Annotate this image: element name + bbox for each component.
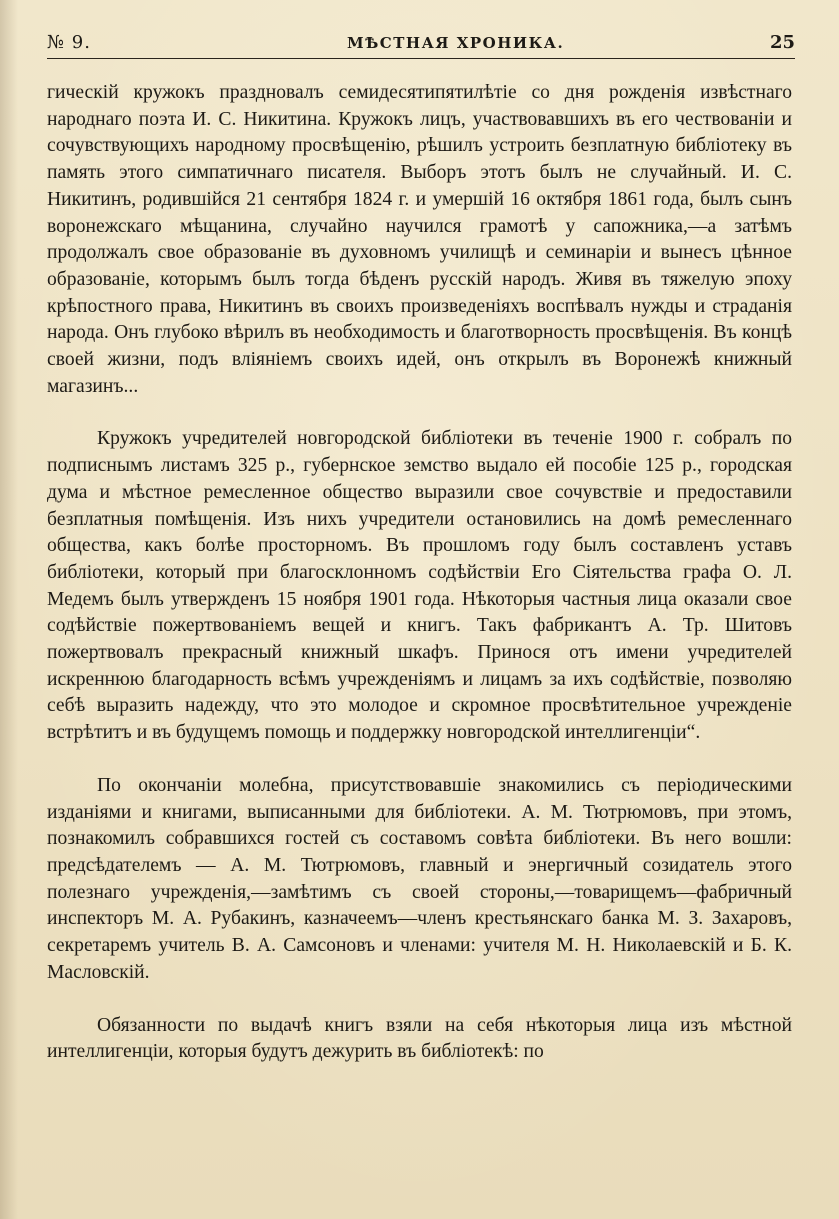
paragraph-nikitin: гическій кружокъ праздновалъ семидесятипятилѣтіе со дня рожденія извѣстнаго народнаго поэта И. С. Никитина. Кружокъ лицъ, участвовавшихъ въ его чествованіи и сочувствующихъ народному просвѣщенію, рѣшилъ устроить безплатную библіотеку въ память этого симпатичнаго писателя. Выборъ этотъ былъ не случайный. И. С. Никитинъ, родившійся 21 сентября 1824 г. и умершій 16 октября 1861 года, былъ сынъ воронежскаго мѣщанина, случайно научился грамотѣ у сапожника,—а затѣмъ продолжалъ свое образованіе въ духовномъ училищѣ и семинаріи и вынесъ цѣнное образованіе, которымъ былъ тогда бѣденъ русскій народъ. Живя въ тяжелую эпоху крѣпостного права, Никитинъ въ своихъ произведеніяхъ воспѣвалъ нужды и страданія народа. Онъ глубоко вѣрилъ въ необходимость и благотворность просвѣщенія. Въ концѣ своей жизни, подъ вліяніемъ своихъ идей, онъ открылъ въ Воронежѣ книжный магазинъ... [47,82,792,397]
paragraph-duties: Обязанности по выдачѣ книгъ взяли на себя нѣкоторыя лица изъ мѣстной интеллигенціи, которыя будутъ дежурить въ библіотекѣ: по [47,1014,792,1063]
paragraph-founders: Кружокъ учредителей новгородской библіотеки въ теченіе 1900 г. собралъ по подписнымъ листамъ 325 р., губернское земство выдало ей пособіе 125 р., городская дума и мѣстное ремесленное общество выразили свое сочувствіе и предоставили безплатныя помѣщенія. Изъ нихъ учредители остановились на домѣ ремесленнаго общества, какъ болѣе просторномъ. Въ прошломъ году былъ составленъ уставъ библіотеки, который при благосклонномъ содѣйствіи Его Сіятельства графа О. Л. Медемъ былъ утвержденъ 15 ноября 1901 года. Нѣкоторыя частныя лица оказали свое содѣйствіе пожертвованіемъ вещей и книгъ. Такъ фабрикантъ А. Тр. Шитовъ пожертвовалъ прекрасный книжный шкафъ. Принося отъ имени учредителей искреннюю благодарность всѣмъ учрежденіямъ и лицамъ за ихъ содѣйствіе, позволяю себѣ выразить надежду, что это молодое и скромное просвѣтительное учрежденіе встрѣтитъ и въ будущемъ помощь и поддержку новгородской интеллигенціи“. [47,428,792,744]
running-head [47,30,795,58]
body-text [47,80,792,1066]
section-title: МѢСТНАЯ ХРОНИКА. [347,34,565,52]
paragraph-council: По окончаніи молебна, присутствовавшіе знакомились съ періодическими изданіями и книгами, выписанными для библіотеки. А. М. Тютрюмовъ, при этомъ, познакомилъ собравшихся гостей съ составомъ совѣта библіотеки. Въ него вошли: предсѣдателемъ — А. М. Тютрюмовъ, главный и энергичный созидатель этого полезнаго учрежденія,—замѣтимъ съ своей стороны,—товарищемъ—фабричный инспекторъ М. А. Рубакинъ, казначеемъ—членъ крестьянскаго банка М. З. Захаровъ, секретаремъ учитель В. А. Самсоновъ и членами: учителя М. Н. Николаевскій и Б. К. Масловскій. [47,774,792,983]
page-fold-shadow [0,0,18,1219]
header-rule [47,58,795,59]
page-number: 25 [769,32,795,53]
issue-number: № 9. [47,32,91,53]
